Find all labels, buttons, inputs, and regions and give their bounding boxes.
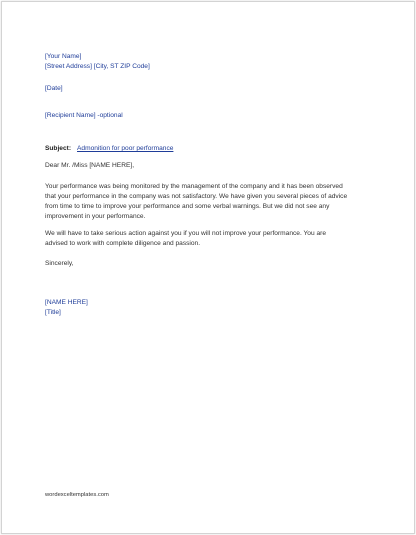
paragraph-line: We will have to take serious action against you if you will not improve your performance. You are [45,230,326,237]
recipient-block [45,111,370,121]
letter-date: [Date] [45,85,63,92]
date-block [45,84,370,94]
paragraph-line: that your performance in the company was not satisfactory. We have given you several pieces of advice [45,193,348,200]
closing-text: Sincerely, [45,260,74,267]
paragraph-line: Your performance was being monitored by the management of the company and it has been observed [45,183,343,190]
subject-line [45,144,370,154]
recipient-name: [Recipient Name] -optional [45,112,123,119]
greeting [45,161,370,171]
footer-website: wordexceltemplates.com [45,492,109,498]
signature-title: [Title] [45,309,61,316]
signature-name: [NAME HERE] [45,299,88,306]
letter-page [1,1,415,534]
body-paragraph-1 [45,182,370,222]
subject-label: Subject: [45,145,72,152]
subject-text: Admonition for poor performance [77,145,174,152]
sender-address: [Street Address] [City, ST ZIP Code] [45,63,150,70]
closing [45,259,370,269]
signature-block [45,298,370,318]
paragraph-line: advised to work with complete diligence and passion. [45,240,201,247]
greeting-text: Dear Mr. /Miss [NAME HERE], [45,162,135,169]
body-paragraph-2 [45,229,370,249]
paragraph-line: from time to time to improve your performance and some verbal warnings. But we did not see any [45,203,330,210]
sender-name: [Your Name] [45,53,82,60]
sender-block [45,52,370,72]
paragraph-line: improvement in your performance. [45,213,146,220]
